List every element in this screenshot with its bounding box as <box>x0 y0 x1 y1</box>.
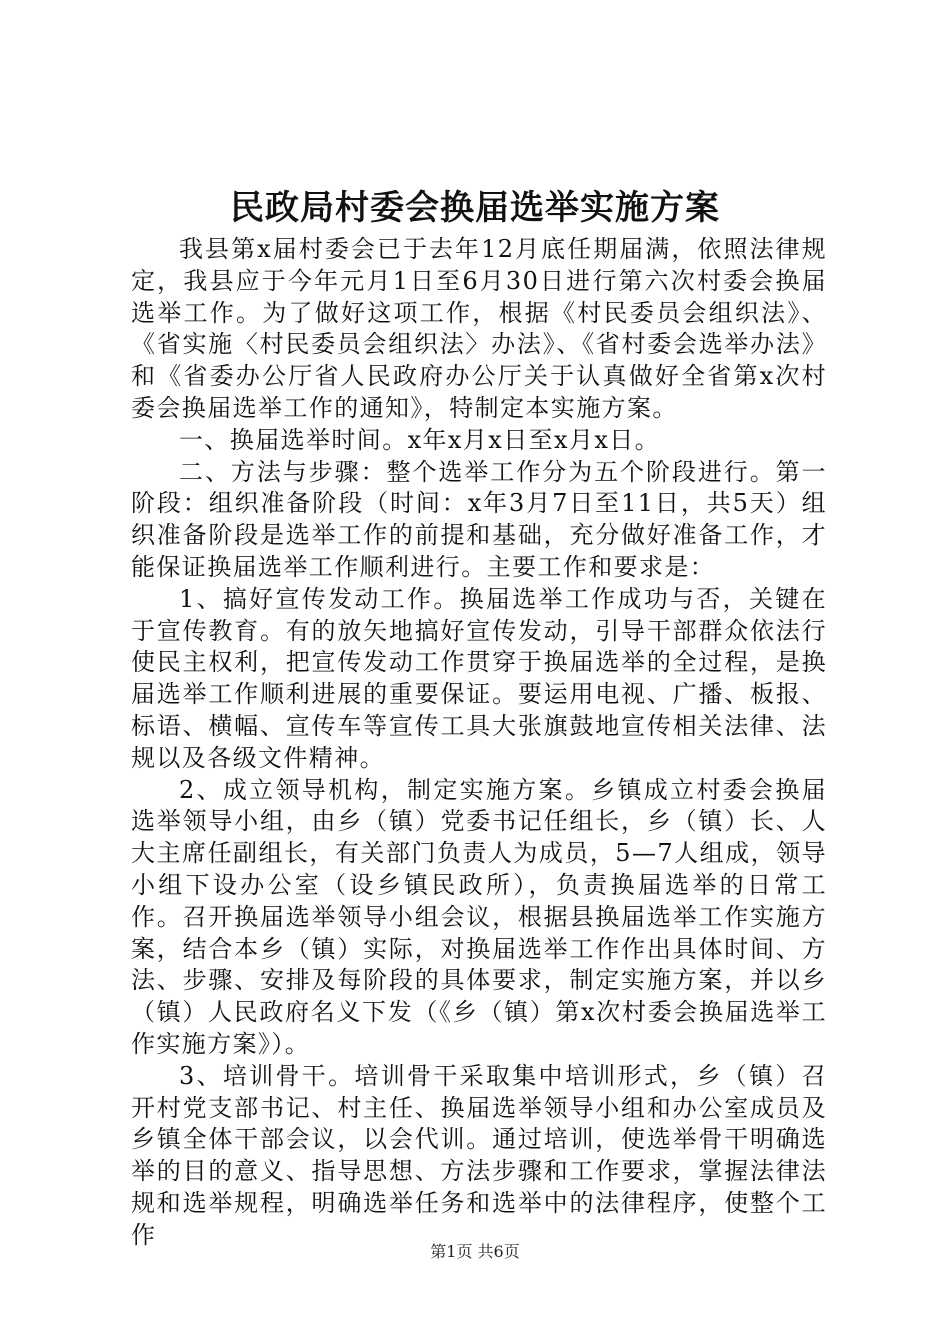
section-2-methods-steps: 二、方法与步骤：整个选举工作分为五个阶段进行。第一阶段：组织准备阶段（时间：x年3月7日至11日，共5天）组织准备阶段是选举工作的前提和基础，充分做好准备工作，才能保证换届选举工作顺利进行。主要工作和要求是： <box>131 457 827 581</box>
item-2-leadership: 2、成立领导机构，制定实施方案。乡镇成立村委会换届选举领导小组，由乡（镇）党委书记任组长，乡（镇）长、人大主席任副组长，有关部门负责人为成员，5—7人组成，领导小组下设办公室（设乡镇民政所），负责换届选举的日常工作。召开换届选举领导小组会议，根据县换届选举工作实施方案，结合本乡（镇）实际，对换届选举工作作出具体时间、方法、步骤、安排及每阶段的具体要求，制定实施方案，并以乡（镇）人民政府名义下发（《乡（镇）第x次村委会换届选举工作实施方案》）。 <box>131 775 827 1058</box>
document-title: 民政局村委会换届选举实施方案 <box>230 188 720 228</box>
item-1-publicity: 1、搞好宣传发动工作。换届选举工作成功与否，关键在于宣传教育。有的放矢地搞好宣传发动，引导干部群众依法行使民主权利，把宣传发动工作贯穿于换届选举的全过程，是换届选举工作顺利进展的重要保证。要运用电视、广播、板报、标语、横幅、宣传车等宣传工具大张旗鼓地宣传相关法律、法规以及各级文件精神。 <box>131 584 827 772</box>
intro-paragraph: 我县第x届村委会已于去年12月底任期届满，依照法律规定，我县应于今年元月1日至6月30日进行第六次村委会换届选举工作。为了做好这项工作，根据《村民委员会组织法》、《省实施〈村民委员会组织法〉办法》、《省村委会选举办法》和《省委办公厅省人民政府办公厅关于认真做好全省第x次村委会换届选举工作的通知》，特制定本实施方案。 <box>131 235 827 422</box>
item-3-training: 3、培训骨干。培训骨干采取集中培训形式，乡（镇）召开村党支部书记、村主任、换届选举领导小组和办公室成员及乡镇全体干部会议，以会代训。通过培训，使选举骨干明确选举的目的意义、指导思想、方法步骤和工作要求，掌握法律法规和选举规程，明确选举任务和选举中的法律程序，使整个工作 <box>131 1061 827 1249</box>
page-number-footer: 第1页 共6页 <box>430 1242 520 1261</box>
document-body <box>131 234 827 1252</box>
section-1-election-time: 一、换届选举时间。x年x月x日至x月x日。 <box>179 425 661 454</box>
